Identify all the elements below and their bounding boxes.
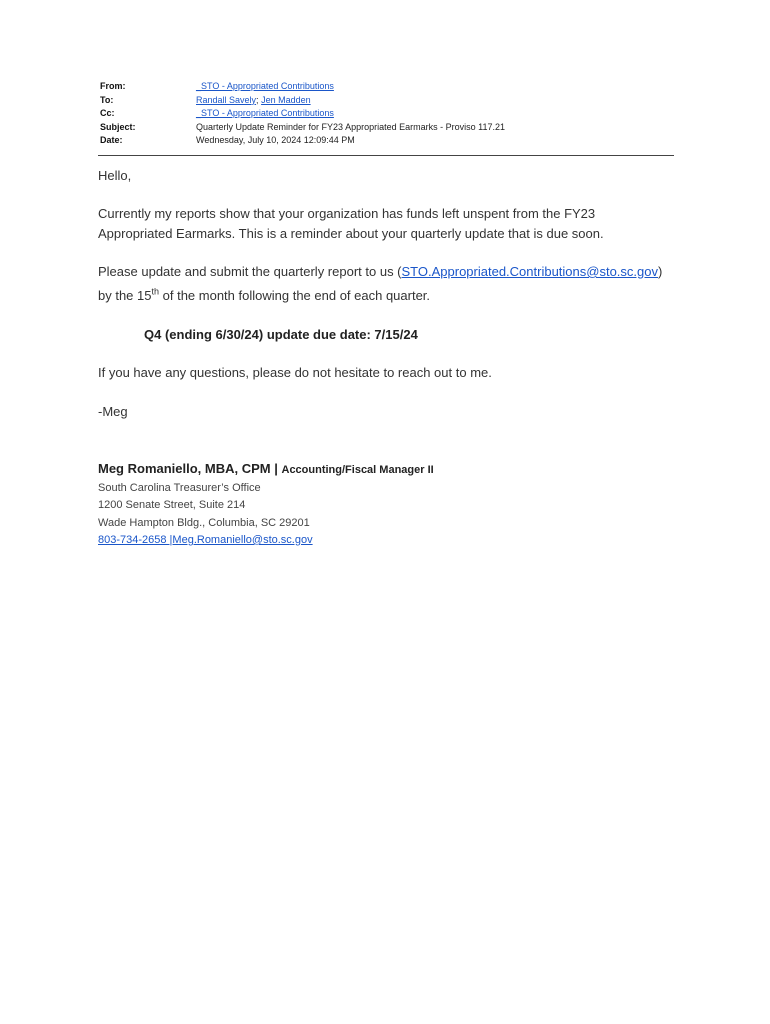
to-link-jen-madden[interactable]: Jen Madden [261,94,311,105]
para2-prefix: Please update and submit the quarterly report to us ( [98,264,402,279]
subject-value: Quarterly Update Reminder for FY23 Appropriated Earmarks - Proviso 117.21 [196,121,505,132]
greeting: Hello, [98,168,132,183]
signature-contact-link[interactable]: 803-734-2658 |Meg.Romaniello@sto.sc.gov [98,534,313,546]
para1-line1: Currently my reports show that your organization has funds left unspent from the FY23 [98,206,596,221]
from-link[interactable]: _STO - Appropriated Contributions [196,81,334,91]
para2-line2-suffix: of the month following the end of each quarter. [159,288,431,303]
subject-row [100,121,674,135]
report-email-link[interactable]: STO.Appropriated.Contributions@sto.sc.gov [401,264,658,279]
date-label: Date: [100,135,123,146]
signature-address2: Wade Hampton Bldg., Columbia, SC 29201 [98,516,310,529]
cc-label: Cc: [100,108,115,119]
signature-name: Meg Romaniello, MBA, CPM [98,461,271,476]
para1-line2: Appropriated Earmarks. This is a reminder about your quarterly update that is due soon. [98,226,604,241]
para2-suffix: ) [658,264,663,279]
para2-line1 [98,262,662,282]
to-label: To: [100,94,114,105]
date-value: Wednesday, July 10, 2024 12:09:44 PM [196,135,355,146]
to-row [100,94,674,108]
signature-block [98,460,434,550]
cc-link[interactable]: _STO - Appropriated Contributions [196,108,334,119]
from-label: From: [100,81,126,91]
to-separator: ; [256,94,259,105]
from-row [100,80,674,94]
due-date-line: Q4 (ending 6/30/24) update due date: 7/15/24 [144,327,418,342]
para2-line2-prefix: by the 15 [98,288,152,303]
signature-divider: | [270,461,282,476]
signature-office: South Carolina Treasurer’s Office [98,481,261,494]
subject-label: Subject: [100,121,136,132]
cc-row [100,107,674,121]
date-row [100,134,674,148]
signature-name-line [98,460,434,480]
closing: -Meg [98,404,128,419]
para2-superscript: th [151,286,160,297]
para2-line2 [98,286,430,306]
signature-address1: 1200 Senate Street, Suite 214 [98,499,246,511]
para3: If you have any questions, please do not hesitate to reach out to me. [98,365,492,380]
header-divider [98,155,674,156]
email-header [100,80,674,148]
to-link-randall-savely[interactable]: Randall Savely [196,94,257,105]
signature-title: Accounting/Fiscal Manager II [281,464,434,476]
